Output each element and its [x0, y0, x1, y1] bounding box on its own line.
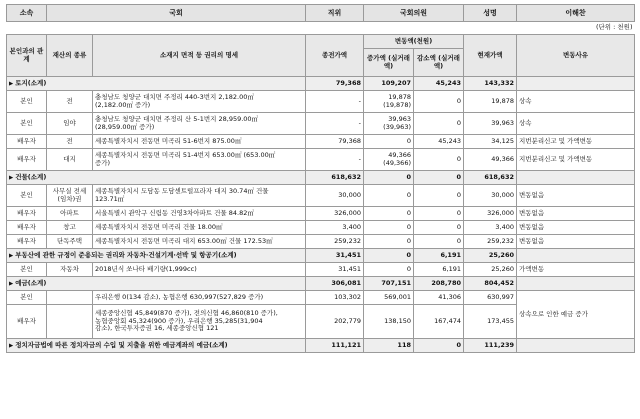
reason-cell: 상속 [517, 91, 635, 113]
description-cell [93, 91, 306, 113]
subtotal-previous: 31,451 [306, 249, 364, 263]
current-value-cell: 30,000 [464, 185, 517, 207]
section-title [7, 171, 306, 185]
current-value-cell: 173,455 [464, 305, 517, 339]
increase-line: (19,878) [383, 100, 411, 109]
description-cell [93, 235, 306, 249]
subtotal-current: 804,452 [464, 277, 517, 291]
description-line: 감소), 한국투자증권 16, 세종중앙신협 121 [95, 324, 219, 333]
previous-value-cell: 3,400 [306, 221, 364, 235]
reason-cell: 지번분리신고 및 가액변동 [517, 135, 635, 149]
description-cell [93, 207, 306, 221]
increase-cell [364, 221, 414, 235]
current-value-cell: 49,366 [464, 149, 517, 171]
previous-value-cell: - [306, 91, 364, 113]
increase-cell [364, 305, 414, 339]
subtotal-current: 143,332 [464, 77, 517, 91]
description-line: (2,182.00㎡ 증가) [95, 100, 151, 109]
section-title-text: ▶ 건물(소계) [9, 173, 46, 181]
subtotal-reason [517, 277, 635, 291]
relation-cell: 본인 [7, 291, 47, 305]
asset-row [7, 113, 635, 135]
asset-row [7, 221, 635, 235]
relation-cell: 본인 [7, 263, 47, 277]
asset-row [7, 91, 635, 113]
col-decrease: 감소액 (실거래액) [414, 49, 464, 77]
col-current-value: 현재가액 [464, 35, 517, 77]
position-value: 국회의원 [364, 5, 464, 22]
asset-row [7, 207, 635, 221]
description-line: 세종특별자치시 전동면 미곡리 51-6번지 875.00㎡ [95, 136, 242, 145]
name-label: 성명 [464, 5, 517, 22]
subtotal-decrease: 0 [414, 339, 464, 353]
col-change-reason: 변동사유 [517, 35, 635, 77]
previous-value-cell: 259,232 [306, 235, 364, 249]
col-increase: 증가액 (실거래액) [364, 49, 414, 77]
decrease-cell: 0 [414, 185, 464, 207]
subtotal-current: 25,260 [464, 249, 517, 263]
section-title-text: ▶ 예금(소계) [9, 279, 46, 287]
description-line: 세종중앙신협 45,849(870 증가), 전의신협 46,860(810 증가), [95, 309, 278, 318]
affiliation-value: 국회 [47, 5, 306, 22]
increase-line: (49,366) [383, 158, 411, 167]
reason-cell: 변동없음 [517, 221, 635, 235]
relation-cell: 배우자 [7, 221, 47, 235]
decrease-cell: 0 [414, 207, 464, 221]
previous-value-cell: 103,302 [306, 291, 364, 305]
reason-cell: 변동없음 [517, 235, 635, 249]
description-line: 서울특별시 관악구 신림동 건영3차아파트 건물 84.82㎡ [95, 208, 254, 217]
asset-type-cell: 아파트 [47, 207, 93, 221]
previous-value-cell: 30,000 [306, 185, 364, 207]
subtotal-decrease: 6,191 [414, 249, 464, 263]
current-value-cell: 39,963 [464, 113, 517, 135]
previous-value-cell: 31,451 [306, 263, 364, 277]
asset-row [7, 235, 635, 249]
increase-cell [364, 149, 414, 171]
decrease-cell: 6,191 [414, 263, 464, 277]
section-subtotal-row [7, 77, 635, 91]
section-title [7, 277, 306, 291]
previous-value-cell: - [306, 113, 364, 135]
section-title-text: ▶ 정치자금법에 따른 정치자금의 수입 및 지출을 위한 예금계좌의 예금(소계) [9, 341, 228, 349]
asset-type-cell: 임야 [47, 113, 93, 135]
subtotal-previous: 618,632 [306, 171, 364, 185]
asset-type-cell: 전 [47, 91, 93, 113]
reason-cell: 변동없음 [517, 207, 635, 221]
col-previous-value: 종전가액 [306, 35, 364, 77]
unit-note: (단위 : 천원) [595, 23, 633, 32]
current-value-cell: 630,997 [464, 291, 517, 305]
subtotal-reason [517, 77, 635, 91]
col-change-amount: 변동액(천원) [364, 35, 464, 49]
section-title [7, 249, 306, 263]
decrease-cell: 45,243 [414, 135, 464, 149]
current-value-cell: 34,125 [464, 135, 517, 149]
increase-line: 39,963 [388, 115, 411, 124]
increase-cell [364, 91, 414, 113]
section-subtotal-row [7, 171, 635, 185]
asset-type-cell [47, 305, 93, 339]
description-cell [93, 263, 306, 277]
description-cell [93, 185, 306, 207]
subtotal-decrease: 208,780 [414, 277, 464, 291]
relation-cell: 본인 [7, 113, 47, 135]
description-line: 세종특별자치시 전동면 미곡리 건물 18.00㎡ [95, 222, 223, 231]
description-cell [93, 135, 306, 149]
relation-cell: 본인 [7, 91, 47, 113]
asset-table [6, 4, 635, 353]
increase-line: (39,963) [383, 122, 411, 131]
increase-line: 0 [406, 222, 411, 231]
section-title [7, 77, 306, 91]
previous-value-cell: 202,779 [306, 305, 364, 339]
asset-row [7, 263, 635, 277]
section-title [7, 339, 306, 353]
subtotal-current: 111,239 [464, 339, 517, 353]
decrease-cell: 41,306 [414, 291, 464, 305]
relation-cell: 본인 [7, 185, 47, 207]
increase-line: 49,366 [388, 151, 411, 160]
relation-cell: 배우자 [7, 149, 47, 171]
asset-type-cell [47, 291, 93, 305]
unit-row [7, 22, 635, 35]
reason-cell: 변동없음 [517, 185, 635, 207]
description-line: 농협중앙회 45,324(900 증가), 우리은행 35,285(31,904 [95, 316, 263, 325]
description-cell [93, 221, 306, 235]
col-relation: 본인과의 관계 [7, 35, 47, 77]
reason-cell: 지번분리신고 및 가액변동 [517, 149, 635, 171]
decrease-cell: 0 [414, 221, 464, 235]
subtotal-decrease: 45,243 [414, 77, 464, 91]
relation-cell: 배우자 [7, 305, 47, 339]
section-subtotal-row [7, 339, 635, 353]
increase-cell [364, 263, 414, 277]
asset-type-cell: 창고 [47, 221, 93, 235]
description-line: 충청남도 청양군 대치면 주정리 440-3번지 2,182.00㎡ [95, 93, 254, 102]
increase-line: 0 [406, 236, 411, 245]
decrease-cell: 0 [414, 235, 464, 249]
increase-line: 19,878 [388, 93, 411, 102]
subtotal-previous: 111,121 [306, 339, 364, 353]
subtotal-reason [517, 249, 635, 263]
description-line: 세종특별자치시 도담동 도담센트럴프라자 대지 30.74㎡ 건물 [95, 187, 269, 196]
increase-line: 0 [406, 136, 411, 145]
decrease-cell: 0 [414, 91, 464, 113]
increase-line: 0 [406, 264, 411, 273]
col-description: 소재지 면적 등 권리의 명세 [93, 35, 306, 77]
description-line: 2018년식 쏘나타 배기량(1,999cc) [95, 264, 197, 273]
description-line: 123.71㎡ [95, 194, 125, 203]
description-line: 증가) [95, 158, 111, 167]
increase-cell [364, 291, 414, 305]
section-title-text: ▶ 토지(소계) [9, 79, 46, 87]
col-type: 재산의 종류 [47, 35, 93, 77]
relation-cell: 배우자 [7, 135, 47, 149]
subtotal-previous: 306,081 [306, 277, 364, 291]
decrease-cell: 0 [414, 149, 464, 171]
decrease-cell: 167,474 [414, 305, 464, 339]
asset-type-cell: 단독주택 [47, 235, 93, 249]
reason-cell: 상속 [517, 113, 635, 135]
asset-row [7, 149, 635, 171]
increase-cell [364, 135, 414, 149]
reason-cell: 가액변동 [517, 263, 635, 277]
current-value-cell: 326,000 [464, 207, 517, 221]
increase-cell [364, 235, 414, 249]
relation-cell: 배우자 [7, 207, 47, 221]
description-line: 충청남도 청양군 대치면 주정리 산 5-1번지 28,959.00㎡ [95, 115, 259, 124]
subtotal-reason [517, 171, 635, 185]
description-line: (28,959.00㎡ 증가) [95, 122, 155, 131]
column-header-row [7, 35, 635, 49]
increase-cell [364, 113, 414, 135]
subtotal-current: 618,632 [464, 171, 517, 185]
subtotal-increase: 0 [364, 249, 414, 263]
subtotal-increase: 0 [364, 171, 414, 185]
description-cell [93, 305, 306, 339]
subtotal-previous: 79,368 [306, 77, 364, 91]
increase-line: 138,150 [384, 316, 411, 325]
asset-row [7, 185, 635, 207]
section-subtotal-row [7, 249, 635, 263]
current-value-cell: 3,400 [464, 221, 517, 235]
current-value-cell: 259,232 [464, 235, 517, 249]
asset-table-body [7, 77, 635, 353]
description-cell [93, 113, 306, 135]
asset-row [7, 135, 635, 149]
name-value: 이해찬 [517, 5, 635, 22]
owner-header-row [7, 5, 635, 22]
relation-cell: 배우자 [7, 235, 47, 249]
decrease-cell: 0 [414, 113, 464, 135]
increase-line: 569,001 [384, 292, 411, 301]
section-subtotal-row [7, 277, 635, 291]
description-line: 세종특별자치시 전동면 미곡리 51-4번지 653.00㎡ (653.00㎡ [95, 151, 276, 160]
increase-line: 0 [406, 208, 411, 217]
current-value-cell: 19,878 [464, 91, 517, 113]
reason-cell: 상속으로 인한 예금 증가 [517, 291, 635, 339]
previous-value-cell: - [306, 149, 364, 171]
previous-value-cell: 326,000 [306, 207, 364, 221]
description-cell [93, 149, 306, 171]
description-cell [93, 291, 306, 305]
asset-type-cell: 사무실 전세(임차)권 [47, 185, 93, 207]
asset-type-cell: 자동차 [47, 263, 93, 277]
subtotal-increase: 707,151 [364, 277, 414, 291]
previous-value-cell: 79,368 [306, 135, 364, 149]
subtotal-reason [517, 339, 635, 353]
increase-line: 0 [406, 190, 411, 199]
position-label: 직위 [306, 5, 364, 22]
increase-cell [364, 207, 414, 221]
subtotal-increase: 109,207 [364, 77, 414, 91]
subtotal-decrease: 0 [414, 171, 464, 185]
section-title-text: ▶ 부동산에 관한 규정이 준용되는 권리와 자동차·건설기계·선박 및 항공기(소계) [9, 251, 237, 259]
subtotal-increase: 118 [364, 339, 414, 353]
asset-row [7, 291, 635, 305]
current-value-cell: 25,260 [464, 263, 517, 277]
increase-cell [364, 185, 414, 207]
affiliation-label: 소속 [7, 5, 47, 22]
description-line: 우리은행 0(134 감소), 농협은행 630,997(527,829 증가) [95, 292, 264, 301]
description-line: 세종특별자치시 전동면 미곡리 대지 653.00㎡ 건물 172.53㎡ [95, 236, 273, 245]
asset-type-cell: 전 [47, 135, 93, 149]
asset-type-cell: 대지 [47, 149, 93, 171]
